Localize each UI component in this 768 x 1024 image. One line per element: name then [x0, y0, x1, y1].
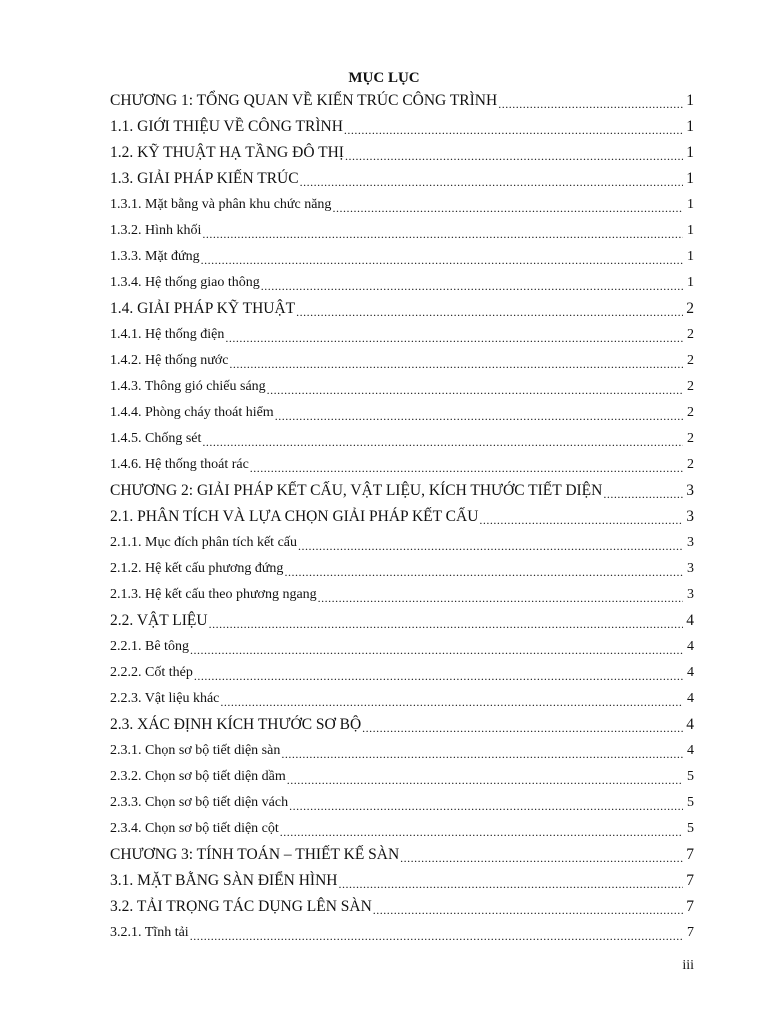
toc-entry-label: CHƯƠNG 1: TỔNG QUAN VỀ KIẾN TRÚC CÔNG TRÌNH — [110, 92, 498, 109]
toc-entry[interactable] — [110, 530, 694, 556]
toc-entry-page: 2 — [687, 379, 694, 394]
toc-entry[interactable] — [110, 88, 694, 114]
dot-leader — [298, 541, 683, 556]
dot-leader — [281, 749, 683, 764]
dot-leader — [338, 879, 683, 894]
toc-entry[interactable] — [110, 764, 694, 790]
toc-entry[interactable] — [110, 192, 694, 218]
dot-leader — [250, 463, 683, 478]
toc-entry[interactable] — [110, 504, 694, 530]
toc-entry-page: 2 — [687, 353, 694, 368]
toc-entry-label: 2.2.1. Bê tông — [110, 639, 189, 654]
toc-entry-page: 5 — [687, 821, 694, 836]
toc-entry-page: 3 — [687, 587, 694, 602]
toc-entry-page: 2 — [687, 431, 694, 446]
toc-entry-page: 2 — [686, 300, 694, 317]
toc-entry[interactable] — [110, 660, 694, 686]
toc-entry-page: 1 — [687, 249, 694, 264]
toc-entry-label: 2.2. VẬT LIỆU — [110, 612, 208, 629]
toc-entry-label: 1.2. KỸ THUẬT HẠ TẦNG ĐÔ THỊ — [110, 144, 344, 161]
toc-entry[interactable] — [110, 348, 694, 374]
dot-leader — [225, 333, 683, 348]
toc-entry-page: 7 — [687, 925, 694, 940]
dot-leader — [229, 359, 683, 374]
toc-entry[interactable] — [110, 608, 694, 634]
toc-entry-page: 1 — [686, 92, 694, 109]
dot-leader — [296, 307, 683, 322]
dot-leader — [190, 645, 683, 660]
dot-leader — [289, 801, 683, 816]
toc-entry[interactable] — [110, 426, 694, 452]
dot-leader — [220, 697, 683, 712]
toc-entry-label: 2.3. XÁC ĐỊNH KÍCH THƯỚC SƠ BỘ — [110, 716, 362, 733]
dot-leader — [362, 723, 683, 738]
toc-entry-page: 1 — [686, 144, 694, 161]
toc-entry-label: 1.3.2. Hình khối — [110, 223, 202, 238]
toc-entry[interactable] — [110, 686, 694, 712]
toc-entry-page: 4 — [686, 612, 694, 629]
toc-entry-label: 3.2.1. Tĩnh tải — [110, 925, 189, 940]
toc-entry-page: 3 — [686, 482, 694, 499]
toc-entry-page: 1 — [686, 118, 694, 135]
toc-entry-label: 1.1. GIỚI THIỆU VỀ CÔNG TRÌNH — [110, 118, 343, 135]
toc-entry-label: 1.4.6. Hệ thống thoát rác — [110, 457, 249, 472]
toc-entry-page: 1 — [687, 197, 694, 212]
toc-entry-label: 1.3.1. Mặt bằng và phân khu chức năng — [110, 197, 332, 212]
toc-entry-label: CHƯƠNG 2: GIẢI PHÁP KẾT CẤU, VẬT LIỆU, KÍCH THƯỚC TIẾT DIỆN — [110, 482, 603, 499]
toc-entry[interactable] — [110, 400, 694, 426]
toc-entry[interactable] — [110, 894, 694, 920]
toc-entry[interactable] — [110, 634, 694, 660]
toc-entry-label: 1.3.4. Hệ thống giao thông — [110, 275, 260, 290]
toc-entry-label: CHƯƠNG 3: TÍNH TOÁN – THIẾT KẾ SÀN — [110, 846, 400, 863]
toc-entry-label: 2.3.3. Chọn sơ bộ tiết diện vách — [110, 795, 289, 810]
toc-entry[interactable] — [110, 218, 694, 244]
toc-entry-label: 3.2. TẢI TRỌNG TÁC DỤNG LÊN SÀN — [110, 898, 372, 915]
dot-leader — [332, 203, 683, 218]
table-of-contents — [110, 88, 694, 946]
toc-entry[interactable] — [110, 738, 694, 764]
toc-entry-label: 1.3. GIẢI PHÁP KIẾN TRÚC — [110, 170, 299, 187]
dot-leader — [275, 411, 683, 426]
toc-entry[interactable] — [110, 166, 694, 192]
dot-leader — [202, 437, 683, 452]
dot-leader — [318, 593, 683, 608]
toc-entry-label: 2.3.1. Chọn sơ bộ tiết diện sàn — [110, 743, 281, 758]
toc-entry-label: 1.4. GIẢI PHÁP KỸ THUẬT — [110, 300, 296, 317]
toc-entry-label: 1.4.5. Chống sét — [110, 431, 202, 446]
toc-entry[interactable] — [110, 790, 694, 816]
toc-entry-page: 7 — [686, 898, 694, 915]
dot-leader — [287, 775, 683, 790]
dot-leader — [603, 489, 683, 504]
toc-entry[interactable] — [110, 270, 694, 296]
toc-entry-page: 1 — [687, 223, 694, 238]
toc-entry-label: 2.2.2. Cốt thép — [110, 665, 193, 680]
toc-entry-label: 3.1. MẶT BẰNG SÀN ĐIỂN HÌNH — [110, 872, 338, 889]
dot-leader — [300, 177, 683, 192]
toc-entry[interactable] — [110, 816, 694, 842]
dot-leader — [267, 385, 683, 400]
page-number: iii — [682, 958, 694, 973]
toc-entry-page: 3 — [687, 535, 694, 550]
dot-leader — [344, 125, 683, 140]
toc-entry-label: 2.3.4. Chọn sơ bộ tiết diện cột — [110, 821, 279, 836]
toc-entry-label: 2.1.2. Hệ kết cấu phương đứng — [110, 561, 284, 576]
toc-entry-label: 2.1.1. Mục đích phân tích kết cấu — [110, 535, 298, 550]
dot-leader — [209, 619, 683, 634]
dot-leader — [373, 905, 683, 920]
toc-entry[interactable] — [110, 140, 694, 166]
toc-entry-label: 2.2.3. Vật liệu khác — [110, 691, 220, 706]
toc-entry-label: 1.4.3. Thông gió chiếu sáng — [110, 379, 266, 394]
toc-entry-page: 2 — [687, 405, 694, 420]
toc-entry[interactable] — [110, 868, 694, 894]
toc-entry[interactable] — [110, 712, 694, 738]
toc-entry[interactable] — [110, 842, 694, 868]
toc-entry-page: 3 — [687, 561, 694, 576]
toc-entry[interactable] — [110, 322, 694, 348]
toc-entry-label: 1.4.2. Hệ thống nước — [110, 353, 229, 368]
toc-entry-page: 3 — [686, 508, 694, 525]
toc-entry-label: 1.4.1. Hệ thống điện — [110, 327, 225, 342]
toc-entry[interactable] — [110, 556, 694, 582]
page-title: MỤC LỤC — [348, 70, 420, 86]
dot-leader — [280, 827, 683, 842]
toc-entry-page: 4 — [687, 665, 694, 680]
dot-leader — [400, 853, 683, 868]
dot-leader — [190, 931, 683, 946]
toc-entry[interactable] — [110, 244, 694, 270]
toc-entry-page: 2 — [687, 327, 694, 342]
dot-leader — [345, 151, 683, 166]
dot-leader — [479, 515, 683, 530]
toc-entry-page: 4 — [687, 743, 694, 758]
toc-entry[interactable] — [110, 478, 694, 504]
toc-entry[interactable] — [110, 114, 694, 140]
toc-entry-page: 1 — [686, 170, 694, 187]
toc-entry[interactable] — [110, 374, 694, 400]
toc-entry-page: 7 — [686, 846, 694, 863]
toc-entry-page: 7 — [686, 872, 694, 889]
toc-entry-page: 2 — [687, 457, 694, 472]
toc-entry-page: 5 — [687, 795, 694, 810]
toc-entry-page: 4 — [687, 639, 694, 654]
dot-leader — [498, 99, 683, 114]
toc-entry-label: 2.1. PHÂN TÍCH VÀ LỰA CHỌN GIẢI PHÁP KẾT CẤU — [110, 508, 479, 525]
dot-leader — [194, 671, 683, 686]
dot-leader — [261, 281, 683, 296]
dot-leader — [284, 567, 683, 582]
toc-entry-label: 2.3.2. Chọn sơ bộ tiết diện dầm — [110, 769, 286, 784]
toc-entry-label: 1.4.4. Phòng cháy thoát hiểm — [110, 405, 274, 420]
toc-entry-label: 1.3.3. Mặt đứng — [110, 249, 200, 264]
dot-leader — [201, 255, 683, 270]
toc-entry-page: 4 — [686, 716, 694, 733]
toc-entry[interactable] — [110, 582, 694, 608]
toc-entry[interactable] — [110, 452, 694, 478]
toc-entry-page: 5 — [687, 769, 694, 784]
toc-entry-page: 1 — [687, 275, 694, 290]
toc-entry-page: 4 — [687, 691, 694, 706]
toc-entry[interactable] — [110, 920, 694, 946]
toc-entry[interactable] — [110, 296, 694, 322]
dot-leader — [202, 229, 683, 244]
toc-entry-label: 2.1.3. Hệ kết cấu theo phương ngang — [110, 587, 317, 602]
